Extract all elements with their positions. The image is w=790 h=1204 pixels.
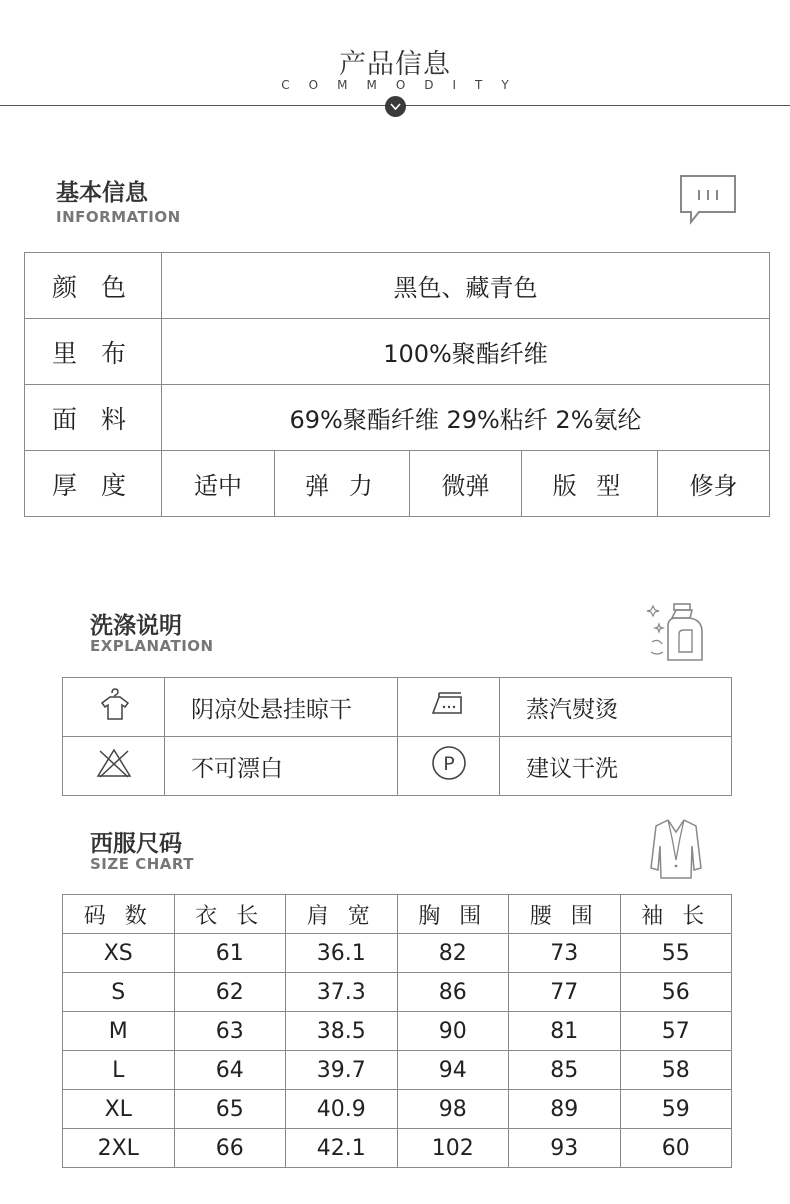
- size-cell: 89: [509, 1090, 621, 1129]
- size-cell: 93: [509, 1129, 621, 1168]
- size-cell: 56: [620, 973, 732, 1012]
- info-row-color: [25, 253, 770, 319]
- iron-icon: [398, 678, 500, 737]
- size-cell: 57: [620, 1012, 732, 1051]
- size-cell: 94: [397, 1051, 509, 1090]
- speech-bubble-icon: [677, 172, 739, 230]
- chevron-down-icon: [385, 96, 406, 117]
- size-header-cell: 肩 宽: [286, 895, 398, 934]
- basic-info-table: [24, 252, 770, 517]
- wash-text: 建议干洗: [500, 737, 732, 796]
- size-cell: M: [63, 1012, 175, 1051]
- size-cell: L: [63, 1051, 175, 1090]
- size-cell: 64: [174, 1051, 286, 1090]
- size-cell: 63: [174, 1012, 286, 1051]
- size-cell: 85: [509, 1051, 621, 1090]
- size-cell: 58: [620, 1051, 732, 1090]
- info-value: 修身: [658, 451, 770, 517]
- table-row: [63, 1090, 732, 1129]
- table-row: [63, 973, 732, 1012]
- wash-title: 洗涤说明: [90, 613, 182, 639]
- page-title: 产品信息: [339, 49, 451, 80]
- info-value: 69%聚酯纤维 29%粘纤 2%氨纶: [162, 385, 770, 451]
- size-cell: XL: [63, 1090, 175, 1129]
- size-cell: 102: [397, 1129, 509, 1168]
- size-chart-table: [62, 894, 732, 1168]
- info-label: 里 布: [25, 319, 162, 385]
- size-cell: 82: [397, 934, 509, 973]
- wash-row: [63, 678, 732, 737]
- table-row: [63, 1051, 732, 1090]
- size-cell: 2XL: [63, 1129, 175, 1168]
- page-subtitle: COMMODITY: [281, 78, 528, 92]
- wash-row: [63, 737, 732, 796]
- size-cell: 55: [620, 934, 732, 973]
- dry-clean-glyph: P: [442, 753, 455, 775]
- basic-info-title: 基本信息: [56, 180, 148, 206]
- info-row-lining: [25, 319, 770, 385]
- info-row-thickness: [25, 451, 770, 517]
- size-header-cell: 码 数: [63, 895, 175, 934]
- size-cell: 36.1: [286, 934, 398, 973]
- size-cell: 81: [509, 1012, 621, 1051]
- size-title: 西服尺码: [90, 831, 182, 857]
- info-label: 版 型: [522, 451, 658, 517]
- size-cell: 39.7: [286, 1051, 398, 1090]
- info-label: 颜 色: [25, 253, 162, 319]
- info-label: 面 料: [25, 385, 162, 451]
- size-header-cell: 袖 长: [620, 895, 732, 934]
- info-value: 适中: [162, 451, 275, 517]
- hang-dry-icon: [63, 678, 165, 737]
- size-cell: 65: [174, 1090, 286, 1129]
- size-header-row: [63, 895, 732, 934]
- table-row: [63, 1012, 732, 1051]
- info-value: 黑色、藏青色: [162, 253, 770, 319]
- detergent-bottle-icon: [646, 598, 706, 668]
- size-cell: 40.9: [286, 1090, 398, 1129]
- size-cell: 59: [620, 1090, 732, 1129]
- size-cell: 98: [397, 1090, 509, 1129]
- size-cell: S: [63, 973, 175, 1012]
- table-row: [63, 934, 732, 973]
- info-value: 微弹: [410, 451, 522, 517]
- size-cell: 61: [174, 934, 286, 973]
- dry-clean-p-icon: [398, 737, 500, 796]
- info-label: 厚 度: [25, 451, 162, 517]
- info-label: 弹 力: [275, 451, 410, 517]
- size-cell: 38.5: [286, 1012, 398, 1051]
- size-cell: 66: [174, 1129, 286, 1168]
- wash-en: EXPLANATION: [90, 637, 214, 655]
- table-row: [63, 1129, 732, 1168]
- blazer-icon: [648, 816, 704, 886]
- basic-info-en: INFORMATION: [56, 208, 181, 226]
- size-cell: XS: [63, 934, 175, 973]
- size-cell: 62: [174, 973, 286, 1012]
- size-header-cell: 胸 围: [397, 895, 509, 934]
- size-cell: 90: [397, 1012, 509, 1051]
- size-cell: 86: [397, 973, 509, 1012]
- size-cell: 37.3: [286, 973, 398, 1012]
- info-value: 100%聚酯纤维: [162, 319, 770, 385]
- wash-text: 阴凉处悬挂晾干: [165, 678, 398, 737]
- size-header-cell: 衣 长: [174, 895, 286, 934]
- wash-table: [62, 677, 732, 796]
- size-cell: 42.1: [286, 1129, 398, 1168]
- size-cell: 73: [509, 934, 621, 973]
- size-cell: 77: [509, 973, 621, 1012]
- size-en: SIZE CHART: [90, 855, 195, 873]
- info-row-fabric: [25, 385, 770, 451]
- size-cell: 60: [620, 1129, 732, 1168]
- size-header-cell: 腰 围: [509, 895, 621, 934]
- no-bleach-icon: [63, 737, 165, 796]
- wash-text: 不可漂白: [165, 737, 398, 796]
- wash-text: 蒸汽熨烫: [500, 678, 732, 737]
